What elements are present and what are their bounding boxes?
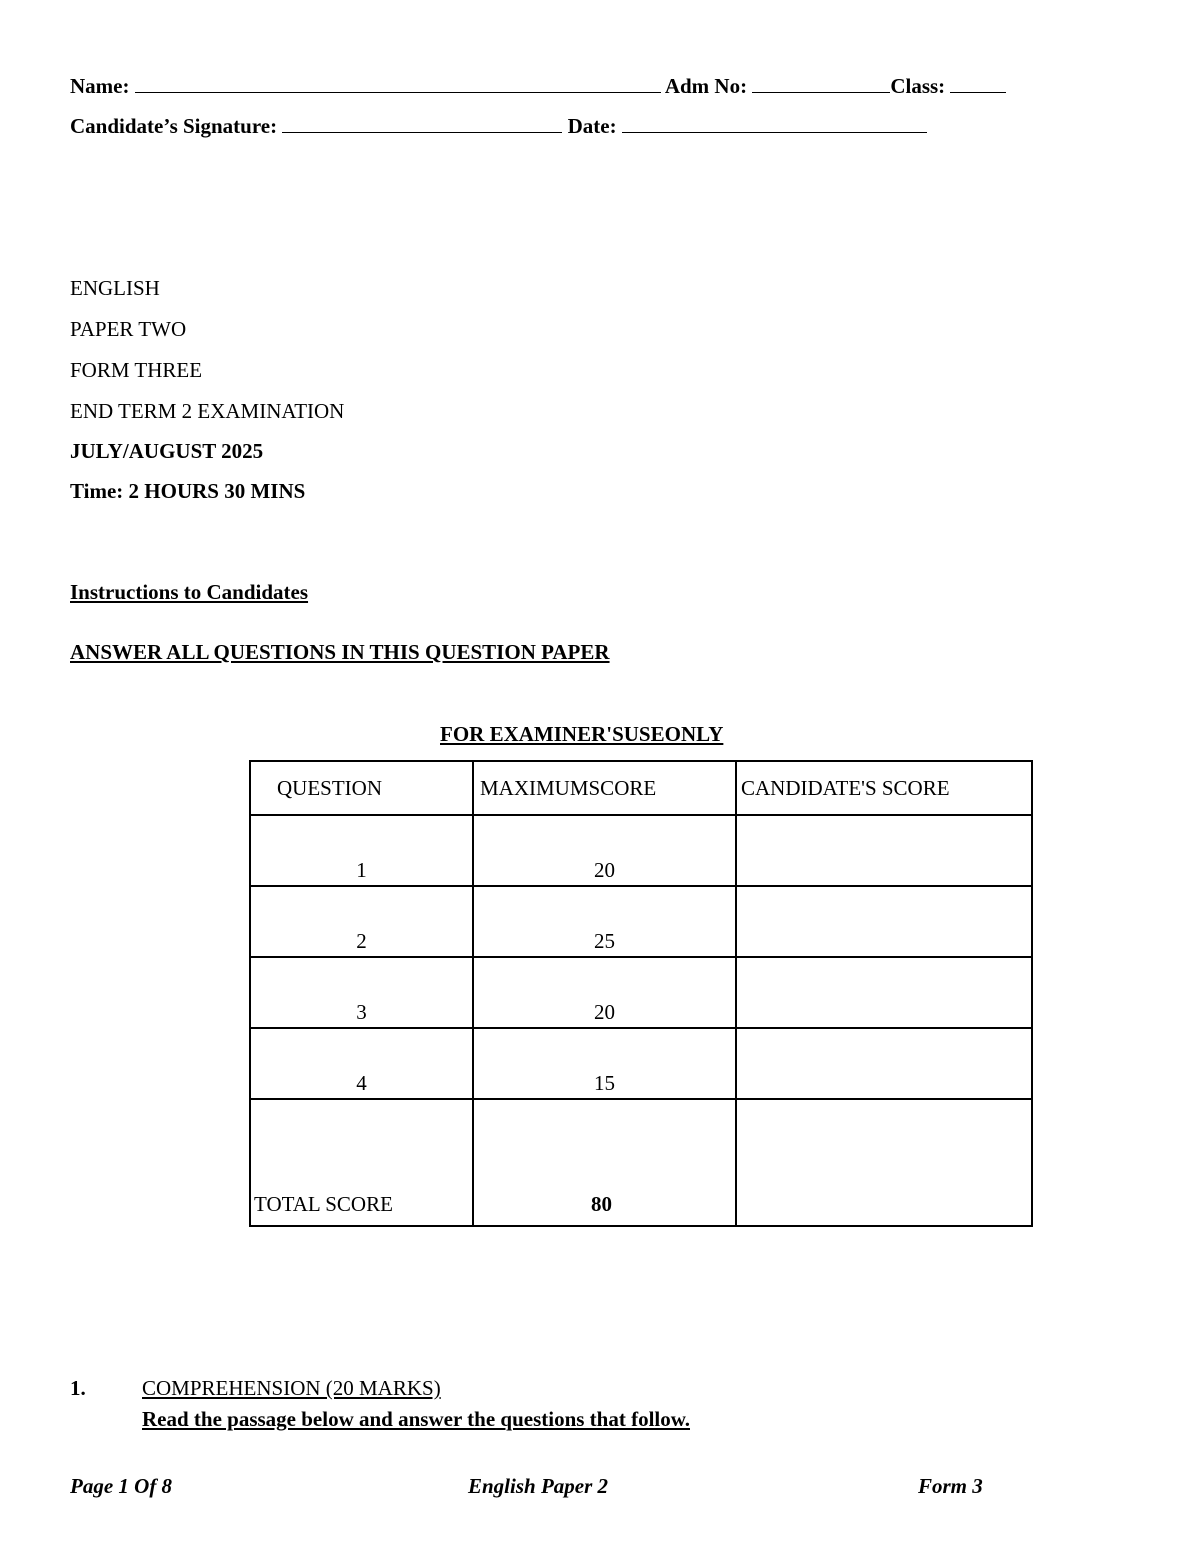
exam-period: JULY/AUGUST 2025 <box>70 439 264 463</box>
signature-date-row <box>70 114 927 139</box>
candidate-score-cell[interactable] <box>736 1028 1032 1099</box>
name-label: Name: <box>70 74 130 98</box>
table-row <box>250 1028 1032 1099</box>
exam-name: END TERM 2 EXAMINATION <box>70 399 345 423</box>
date-field[interactable] <box>622 114 927 133</box>
table-row <box>250 815 1032 886</box>
question-number: 3 <box>250 957 473 1028</box>
total-label: TOTAL SCORE <box>250 1099 473 1226</box>
header-candidate-score: CANDIDATE'S SCORE <box>736 761 1032 815</box>
total-row <box>250 1099 1032 1226</box>
class-field[interactable] <box>950 74 1006 93</box>
footer-page-number: Page 1 Of 8 <box>70 1474 173 1498</box>
table-header-row <box>250 761 1032 815</box>
candidate-score-cell[interactable] <box>736 815 1032 886</box>
adm-no-field[interactable] <box>752 74 890 93</box>
paper-number: PAPER TWO <box>70 317 187 341</box>
examiner-score-table <box>249 760 1033 1227</box>
question-number: 2 <box>250 886 473 957</box>
header-max-score: MAXIMUMSCORE <box>473 761 736 815</box>
instructions-heading: Instructions to Candidates <box>70 580 309 604</box>
question-number: 4 <box>250 1028 473 1099</box>
max-score: 20 <box>473 815 736 886</box>
student-details-row <box>70 74 1006 99</box>
footer-paper: English Paper 2 <box>468 1474 609 1498</box>
candidate-score-cell[interactable] <box>736 886 1032 957</box>
section-title: COMPREHENSION (20 MARKS) <box>142 1376 441 1400</box>
exam-time: Time: 2 HOURS 30 MINS <box>70 479 306 503</box>
section-instruction: Read the passage below and answer the questions that follow. <box>142 1407 690 1431</box>
examiner-table-caption: FOR EXAMINER'SUSEONLY <box>440 722 724 746</box>
signature-label: Candidate’s Signature: <box>70 114 278 138</box>
candidate-score-cell[interactable] <box>736 957 1032 1028</box>
footer-form: Form 3 <box>918 1474 983 1498</box>
max-score: 15 <box>473 1028 736 1099</box>
signature-field[interactable] <box>282 114 562 133</box>
section-number: 1. <box>70 1376 86 1400</box>
table-row <box>250 957 1032 1028</box>
max-score: 20 <box>473 957 736 1028</box>
date-label: Date: <box>567 114 617 138</box>
table-row <box>250 886 1032 957</box>
max-score: 25 <box>473 886 736 957</box>
header-question: QUESTION <box>250 761 473 815</box>
class-label: Class: <box>890 74 946 98</box>
adm-no-label: Adm No: <box>664 74 748 98</box>
total-max-score: 80 <box>473 1099 736 1226</box>
total-candidate-score-cell[interactable] <box>736 1099 1032 1226</box>
subject-title: ENGLISH <box>70 276 160 300</box>
form-level: FORM THREE <box>70 358 203 382</box>
instructions-text: ANSWER ALL QUESTIONS IN THIS QUESTION PAPER <box>70 640 610 664</box>
name-field[interactable] <box>135 74 661 93</box>
question-number: 1 <box>250 815 473 886</box>
